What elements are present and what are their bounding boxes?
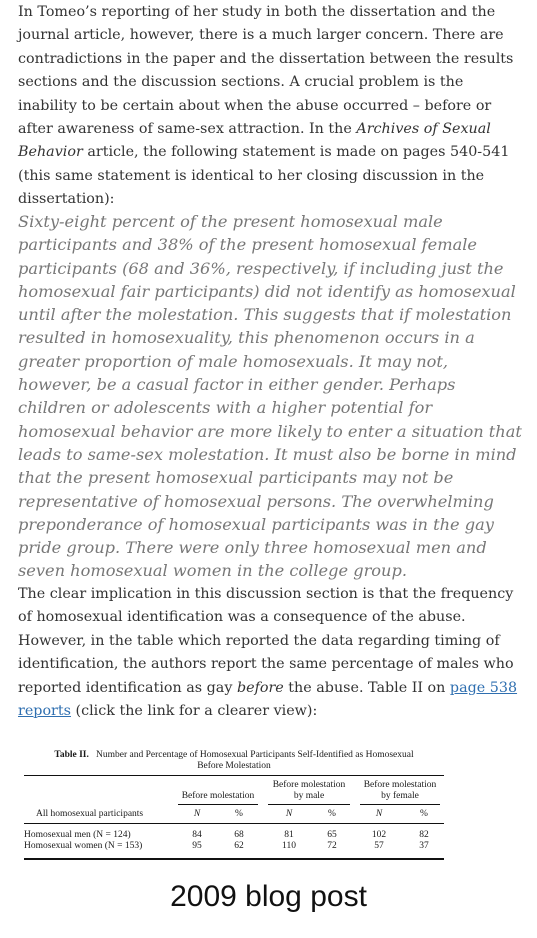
intro-paragraph <box>18 1 523 212</box>
emphasis-before: before <box>236 679 284 696</box>
analysis-paragraph <box>18 583 523 723</box>
col-header-n3: N <box>375 809 383 819</box>
table-caption-line2: Before Molestation <box>197 761 271 771</box>
top-rule <box>24 775 444 776</box>
header-rule <box>24 823 444 824</box>
table-cell: 81 <box>284 830 294 840</box>
table-cell: 37 <box>419 841 429 851</box>
analysis-text-3: (click the link for a clearer view): <box>70 703 318 720</box>
col-header-pct2: % <box>328 809 336 819</box>
analysis-text-2: the abuse. Table II on <box>283 679 450 696</box>
table-cell: 84 <box>192 830 202 840</box>
table-caption <box>24 750 444 772</box>
group-header-2-sub: by male <box>293 791 325 801</box>
group-header-2: Before molestation <box>272 780 346 790</box>
group-underline-2 <box>268 804 350 805</box>
group-underline-1 <box>178 804 258 805</box>
table-cell: 62 <box>234 841 244 851</box>
intro-text-2: article, the following statement is made on pages 540-541 (this same statement is identical to her closing discussion in the dissertation): <box>18 144 510 208</box>
table-cell: 102 <box>371 830 387 840</box>
table-cell: 65 <box>327 830 337 840</box>
table-cell: 95 <box>192 841 202 851</box>
table-caption-label: Table II. <box>54 750 89 760</box>
intro-text-1: In Tomeo’s reporting of her study in both the dissertation and the journal article, however, there is a much larger concern. There are contradictions in the paper and the dissertation between the results sections and the discussion sections. A crucial problem is the inability to be certain about when the abuse occurred – before or after awareness of same-sex attraction. In the <box>18 4 514 138</box>
blockquote: Sixty-eight percent of the present homosexual male participants and 38% of the present homosexual female participants (68 and 36%, respectively, if including just the homosexual fair participants) did not identify as homosexual until after the molestation. This suggests that if molestation resulted in homosexuality, this phenomenon occurs in a greater proportion of male homosexuals. It may not, however, be a casual factor in either gender. Perhaps children or adolescents with a higher potential for homosexual behavior are more likely to enter a situation that leads to same-sex molestation. It must also be borne in mind that the present homosexual participants may not be representative of homosexual persons. The overwhelming preponderance of homosexual participants was in the gay pride group. There were only three homosexual men and seven homosexual women in the college group. <box>18 212 522 581</box>
table-row-label: Homosexual men (N = 124) <box>24 830 131 840</box>
group-underline-3 <box>360 804 440 805</box>
table-caption-text: Number and Percentage of Homosexual Participants Self-Identified as Homosexual <box>95 750 414 760</box>
analysis-text-1: The clear implication in this discussion section is that the frequency of homosexual identification was a consequence of the abuse. However, in the table which reported the data regarding timing of identification, the authors report the same percentage of males who reported identification as gay <box>18 586 514 696</box>
table-cell: 110 <box>282 841 296 851</box>
col-header-n2: N <box>285 809 293 819</box>
journal-title: Archives of Sexual Behavior <box>18 121 491 161</box>
table-row-label: Homosexual women (N = 153) <box>24 841 143 851</box>
col-header-n1: N <box>193 809 201 819</box>
table-cell: 82 <box>419 830 429 840</box>
table-cell: 72 <box>327 841 337 851</box>
table-cell: 57 <box>374 841 384 851</box>
col-header-pct1: % <box>235 809 243 819</box>
page-538-link[interactable]: page 538 reports <box>18 679 518 720</box>
bottom-rule <box>24 858 444 860</box>
table-cell: 68 <box>234 830 244 840</box>
blog-post-stamp: 2009 blog post <box>170 880 367 913</box>
col-header-pct3: % <box>420 809 428 819</box>
group-header-3: Before molestation <box>363 780 437 790</box>
group-header-3-sub: by female <box>381 791 419 801</box>
group-header-1: Before molestation <box>181 791 255 801</box>
row-header: All homosexual participants <box>36 809 144 819</box>
